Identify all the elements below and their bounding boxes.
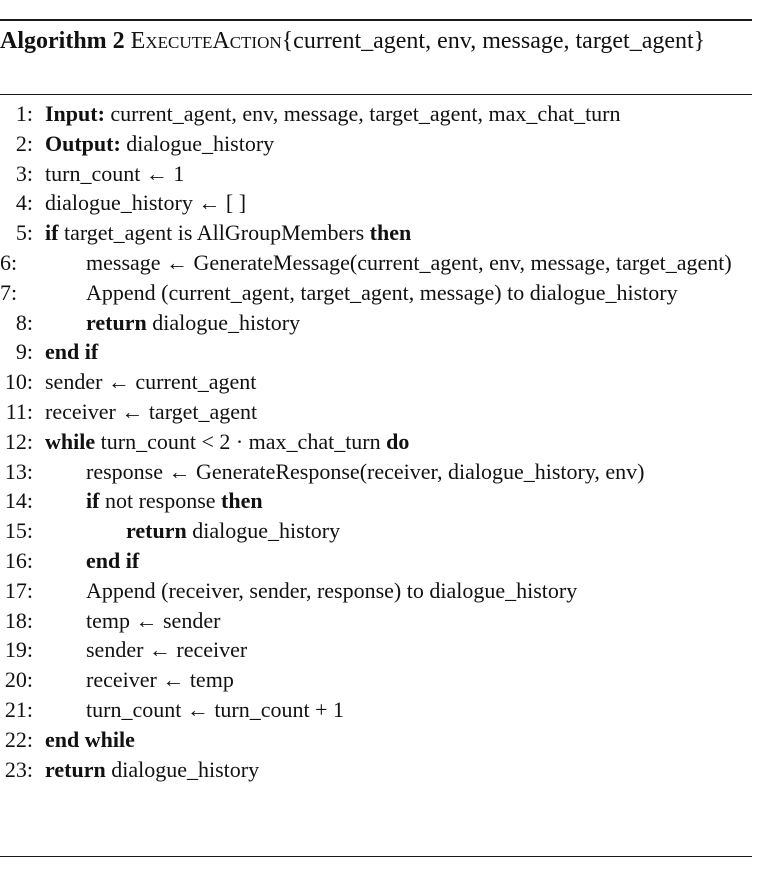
code-text: receiver ← target_agent [45,398,258,424]
keyword: end if [45,339,99,365]
args-open: { [281,28,294,54]
algorithm-line [0,606,752,636]
line-number: 3: [15,160,33,186]
line-code [0,159,752,189]
keyword: if [45,220,59,246]
line-code [0,218,752,248]
code-text: sender ← receiver [86,637,248,663]
header-rule [0,94,752,95]
algorithm-line [0,397,752,427]
code-text: turn_count ← turn_count + 1 [86,696,345,722]
line-code [0,188,752,218]
line-code [0,486,752,516]
algorithm-line [0,218,752,248]
line-number: 4: [15,190,33,216]
keyword: if [86,488,100,514]
line-code [0,665,752,695]
line-number: 22: [4,726,33,752]
keyword: Input: [45,101,105,126]
algorithm-line [0,308,752,338]
algorithm-line [0,427,752,457]
top-rule [0,19,752,21]
args-close: } [693,28,706,54]
code-text: sender ← current_agent [45,369,257,395]
code-text: dialogue_history [105,756,260,782]
line-number: 18: [4,607,33,633]
line-number: 16: [4,547,33,573]
line-number: 9: [15,339,33,365]
code-text: receiver ← temp [86,667,234,693]
algorithm-line [0,337,752,367]
line-number: 14: [4,488,33,514]
line-code [0,695,752,725]
line-code [0,129,752,159]
keyword: return [126,518,187,544]
keyword: Output: [45,130,121,156]
code-text: turn_count < 2 · max_chat_turn [95,428,387,454]
line-code [0,397,752,427]
algorithm-line [0,278,752,308]
line-number: 6: [0,249,18,275]
algorithm-line [0,367,752,397]
line-code [0,308,752,338]
code-text: dialogue_history [186,518,341,544]
algorithm-label: Algorithm 2 [0,28,125,54]
line-number: 2: [15,130,33,156]
algorithm-line [0,725,752,755]
algorithm-line [0,695,752,725]
line-code [0,606,752,636]
code-text: temp ← sender [86,607,221,633]
algorithm-title [0,25,752,57]
code-text: Append (receiver, sender, response) to dialogue_history [86,577,578,603]
keyword: return [86,309,147,335]
algorithm-line [0,635,752,665]
code-text: dialogue_history [146,309,301,335]
code-text: not response [99,488,222,514]
line-number: 17: [4,577,33,603]
line-number: 23: [4,756,33,782]
keyword: end if [86,547,140,573]
line-code [0,248,752,278]
line-code [0,546,752,576]
line-number: 10: [4,369,33,395]
algorithm-line [0,457,752,487]
line-code [0,755,752,785]
bottom-rule [0,856,752,857]
line-code [0,457,752,487]
line-number: 11: [5,398,33,424]
line-number: 12: [4,428,33,454]
code-text: current_agent, env, message, target_agent, max_chat_turn [104,101,621,126]
algorithm-line [0,99,752,129]
line-number: 21: [4,696,33,722]
algorithm-line [0,129,752,159]
line-code [0,427,752,457]
keyword: while [45,428,96,454]
algorithm-lines [0,99,752,784]
procedure-args: current_agent, env, message, target_agent [293,28,694,54]
line-number: 5: [15,220,33,246]
algorithm-line [0,755,752,785]
code-text: message ← GenerateMessage(current_agent, env, message, target_agent) [86,249,732,275]
code-text: response ← GenerateResponse(receiver, dialogue_history, env) [86,458,645,484]
line-code [0,367,752,397]
algorithm-line [0,188,752,218]
code-text: target_agent is AllGroupMembers [58,220,370,246]
algorithm-line [0,576,752,606]
algorithm-line [0,486,752,516]
line-code [0,516,752,546]
code-text: dialogue_history [120,130,275,156]
keyword: then [221,488,263,514]
line-number: 15: [4,518,33,544]
procedure-name: ExecuteAction [130,28,282,54]
keyword: then [369,220,412,246]
line-number: 7: [0,279,18,305]
line-code [0,725,752,755]
line-number: 20: [4,667,33,693]
keyword: end while [45,726,135,752]
line-number: 8: [15,309,33,335]
line-number: 1: [15,101,33,126]
algorithm-line [0,159,752,189]
algorithm-line [0,546,752,576]
code-text: Append (current_agent, target_agent, message) to dialogue_history [86,279,678,305]
code-text: turn_count ← 1 [45,160,185,186]
algorithm-line [0,248,752,278]
line-code [0,576,752,606]
line-number: 13: [4,458,33,484]
algorithm-line [0,665,752,695]
code-text: dialogue_history ← [ ] [45,190,247,216]
line-code [0,278,752,308]
line-code [0,635,752,665]
line-code [0,99,752,129]
algorithm-line [0,516,752,546]
keyword: do [386,428,410,454]
line-number: 19: [4,637,33,663]
keyword: return [45,756,106,782]
line-code [0,337,752,367]
